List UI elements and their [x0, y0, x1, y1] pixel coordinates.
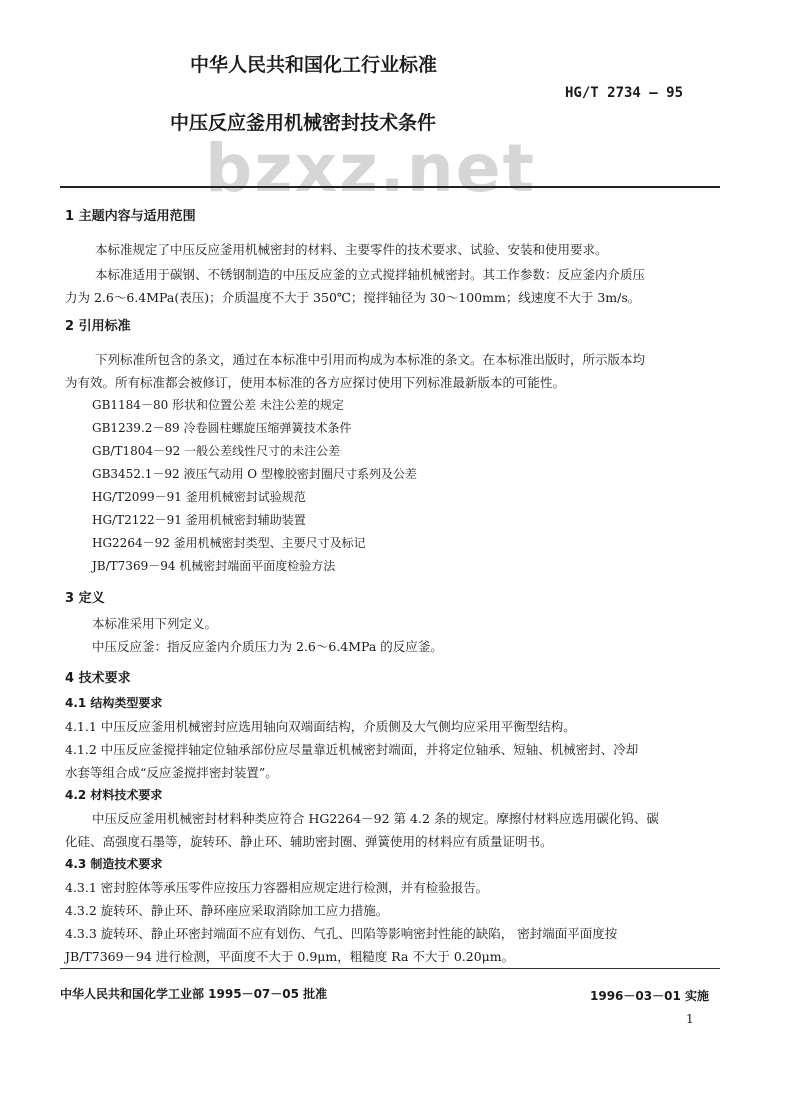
section-2-heading: 2 引用标准 — [65, 319, 131, 334]
clause-4-1-2: 4.1.2 中压反应釜搅拌轴定位轴承部份应尽量靠近机械密封端面，并将定位轴承、短轴、机械密封、冷却 — [65, 742, 639, 757]
section-3-paragraph: 本标准采用下列定义。 — [92, 616, 218, 631]
reference-item: HG/T2099－91 釜用机械密封试验规范 — [92, 490, 306, 504]
clause-4-3-3: 4.3.3 旋转环、静止环密封端面不应有划伤、气孔、凹陷等影响密封性能的缺陷， 密封端面平面度按 — [65, 926, 618, 941]
section-2-paragraph: 为有效。所有标准都会被修订，使用本标准的各方应探讨使用下列标准最新版本的可能性。 — [65, 375, 566, 390]
subsection-4-1-heading: 4.1 结构类型要求 — [65, 696, 163, 710]
approval-line: 中华人民共和国化学工业部 1995－07－05 批准 — [60, 987, 328, 1001]
section-1-paragraph: 力为 2.6～6.4MPa(表压)；介质温度不大于 350℃；搅拌轴径为 30～100mm；线速度不大于 3m/s。 — [65, 290, 641, 305]
clause-4-1-1: 4.1.1 中压反应釜用机械密封应选用轴向双端面结构，介质侧及大气侧均应采用平衡型结构。 — [65, 719, 576, 734]
section-1-paragraph: 本标准规定了中压反应釜用机械密封的材料、主要零件的技术要求、试验、安装和使用要求。 — [95, 242, 608, 257]
subsection-4-2-paragraph: 化硅、高强度石墨等，旋转环、静止环、辅助密封圈、弹簧使用的材料应有质量证明书。 — [65, 834, 553, 849]
subsection-4-2-paragraph: 中压反应釜用机械密封材料种类应符合 HG2264－92 第 4.2 条的规定。摩擦付材料应选用碳化钨、碳 — [92, 811, 659, 826]
clause-4-3-3-continued: JB/T7369－94 进行检测，平面度不大于 0.9μm，粗糙度 Ra 不大于 0.20μm。 — [65, 949, 515, 964]
subsection-4-3-heading: 4.3 制造技术要求 — [65, 857, 163, 871]
section-1-paragraph: 本标准适用于碳钢、不锈钢制造的中压反应釜的立式搅拌轴机械密封。其工作参数：反应釜内介质压 — [95, 267, 646, 282]
subsection-4-2-heading: 4.2 材料技术要求 — [65, 788, 163, 802]
reference-item: JB/T7369－94 机械密封端面平面度检验方法 — [92, 559, 336, 573]
header-rule — [60, 186, 720, 188]
footer-rule — [60, 968, 720, 969]
issuing-organization: 中华人民共和国化工行业标准 — [190, 54, 438, 76]
watermark: bzxz.net — [205, 130, 537, 207]
section-3-paragraph: 中压反应釜：指反应釜内介质压力为 2.6～6.4MPa 的反应釜。 — [92, 639, 443, 654]
clause-4-3-1: 4.3.1 密封腔体等承压零件应按压力容器相应规定进行检测，并有检验报告。 — [65, 880, 489, 895]
reference-item: GB/T1804－92 一般公差线性尺寸的未注公差 — [92, 444, 341, 458]
section-4-heading: 4 技术要求 — [65, 671, 131, 686]
standard-code: HG/T 2734 — 95 — [565, 85, 684, 101]
document-title: 中压反应釜用机械密封技术条件 — [170, 112, 437, 134]
page-number: 1 — [686, 1012, 694, 1026]
section-1-heading: 1 主题内容与适用范围 — [65, 209, 196, 224]
reference-item: GB1239.2－89 冷卷圆柱螺旋压缩弹簧技术条件 — [92, 421, 352, 435]
reference-item: HG2264－92 釜用机械密封类型、主要尺寸及标记 — [92, 536, 366, 550]
reference-item: GB1184－80 形状和位置公差 未注公差的规定 — [92, 398, 344, 412]
clause-4-1-2-continued: 水套等组合成“反应釜搅拌密封装置”。 — [65, 765, 278, 780]
reference-item: HG/T2122－91 釜用机械密封辅助装置 — [92, 513, 306, 527]
clause-4-3-2: 4.3.2 旋转环、静止环、静环座应采取消除加工应力措施。 — [65, 903, 389, 918]
implementation-date: 1996－03－01 实施 — [590, 989, 709, 1003]
section-3-heading: 3 定义 — [65, 591, 105, 606]
reference-item: GB3452.1－92 液压气动用 O 型橡胶密封圈尺寸系列及公差 — [92, 467, 417, 481]
section-2-paragraph: 下列标准所包含的条文，通过在本标准中引用而构成为本标准的条文。在本标准出版时，所示版本均 — [95, 352, 646, 367]
